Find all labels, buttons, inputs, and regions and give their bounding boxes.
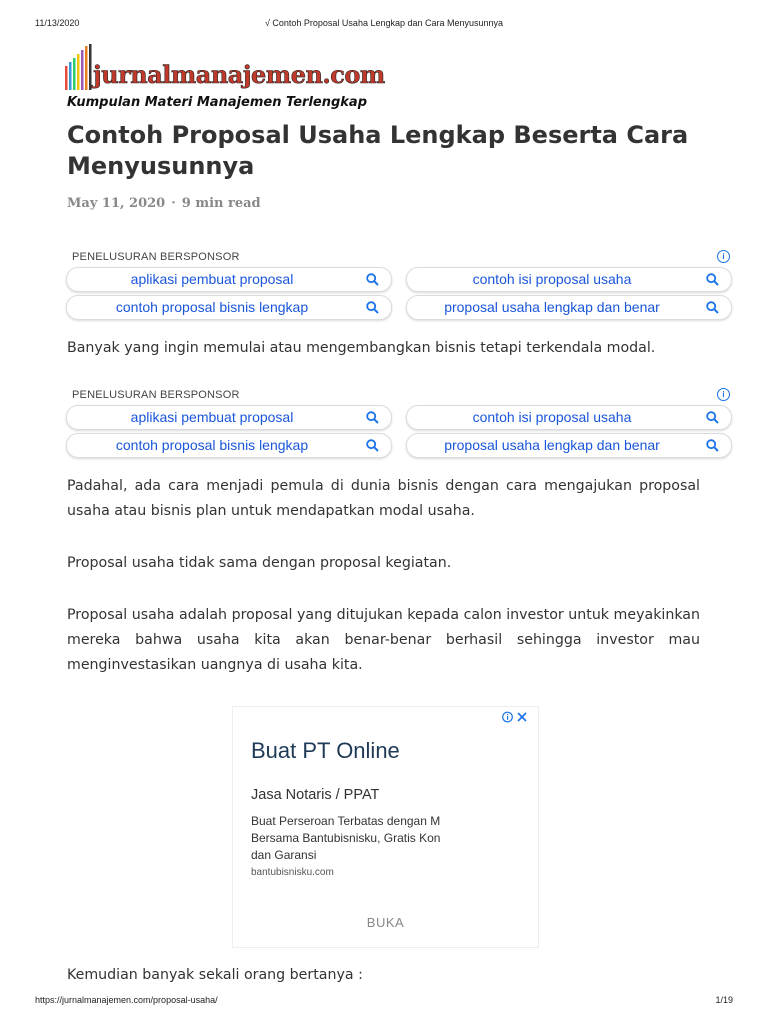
ad-domain: bantubisnisku.com (251, 867, 334, 878)
ad-description-line: dan Garansi (251, 848, 317, 862)
search-icon (366, 273, 379, 286)
sponsored-search-link[interactable] (66, 405, 392, 430)
ad-description (251, 813, 463, 867)
print-title: √ Contoh Proposal Usaha Lengkap dan Cara Menyusunnya (264, 18, 504, 28)
sponsored-label: PENELUSURAN BERSPONSOR (72, 251, 240, 263)
search-link-label: contoh isi proposal usaha (472, 409, 632, 425)
search-link-label: proposal usaha lengkap dan benar (444, 299, 660, 315)
display-ad[interactable] (232, 706, 539, 948)
ad-headline[interactable]: Buat PT Online (251, 738, 400, 763)
paragraph: Proposal usaha adalah proposal yang ditujukan kepada calon investor untuk meyakinkan mereka bahwa usaha kita akan benar-benar berhasil sehingga investor mau menginvestasikan uangnya di usaha kita. (67, 607, 700, 673)
search-link-label: contoh isi proposal usaha (472, 271, 632, 287)
print-footer (35, 995, 733, 1007)
logo-brand-text: jurnalmanajemen.com (93, 60, 385, 89)
paragraph: Padahal, ada cara menjadi pemula di dunia bisnis dengan cara mengajukan proposal usaha atau bisnis plan untuk mendapatkan modal usaha. (67, 478, 700, 519)
site-logo[interactable] (63, 44, 393, 114)
ad-description-line: Bersama Bantubisnisku, Gratis Kon (251, 831, 441, 845)
sponsored-search-link[interactable] (66, 267, 392, 292)
search-link-label: aplikasi pembuat proposal (130, 409, 294, 425)
paragraph: Kemudian banyak sekali orang bertanya : (67, 967, 363, 983)
search-link-label: aplikasi pembuat proposal (130, 271, 294, 287)
search-link-label: contoh proposal bisnis lengkap (115, 299, 309, 315)
search-icon (366, 301, 379, 314)
sponsored-search-block (66, 251, 732, 326)
sponsored-search-link[interactable] (66, 433, 392, 458)
ad-subheadline: Jasa Notaris / PPAT (251, 787, 380, 803)
page-number: 1/19 (715, 995, 733, 1005)
sponsored-search-block (66, 389, 732, 464)
info-icon[interactable]: i (717, 388, 730, 401)
search-icon (706, 273, 719, 286)
print-date: 11/13/2020 (35, 18, 80, 28)
bar-chart-logo-icon (63, 44, 93, 90)
print-header (35, 18, 733, 30)
search-icon (706, 439, 719, 452)
search-link-label: contoh proposal bisnis lengkap (115, 437, 309, 453)
search-link-label: proposal usaha lengkap dan benar (444, 437, 660, 453)
paragraph: Banyak yang ingin memulai atau mengembangkan bisnis tetapi terkendala modal. (67, 340, 656, 356)
search-icon (366, 411, 379, 424)
info-icon[interactable]: i (717, 250, 730, 263)
search-icon (706, 301, 719, 314)
read-time: 9 min read (181, 196, 261, 211)
sponsored-search-link[interactable] (406, 267, 732, 292)
search-icon (366, 439, 379, 452)
article-title: Contoh Proposal Usaha Lengkap Beserta Cara Menyusunnya (67, 121, 689, 180)
meta-separator: · (171, 196, 176, 211)
article-meta (67, 196, 261, 211)
ad-description-line: Buat Perseroan Terbatas dengan M (251, 814, 441, 828)
sponsored-label: PENELUSURAN BERSPONSOR (72, 389, 240, 401)
paragraph: Proposal usaha tidak sama dengan proposal kegiatan. (67, 555, 452, 571)
ad-choices-close-icon[interactable] (502, 711, 528, 723)
ad-open-button[interactable]: BUKA (366, 915, 405, 930)
logo-tagline: Kumpulan Materi Manajemen Terlengkap (67, 95, 367, 110)
sponsored-search-link[interactable] (406, 405, 732, 430)
search-icon (706, 411, 719, 424)
sponsored-search-link[interactable] (66, 295, 392, 320)
sponsored-search-link[interactable] (406, 433, 732, 458)
article-date: May 11, 2020 (67, 196, 166, 211)
sponsored-search-link[interactable] (406, 295, 732, 320)
print-url: https://jurnalmanajemen.com/proposal-usaha/ (35, 995, 218, 1005)
